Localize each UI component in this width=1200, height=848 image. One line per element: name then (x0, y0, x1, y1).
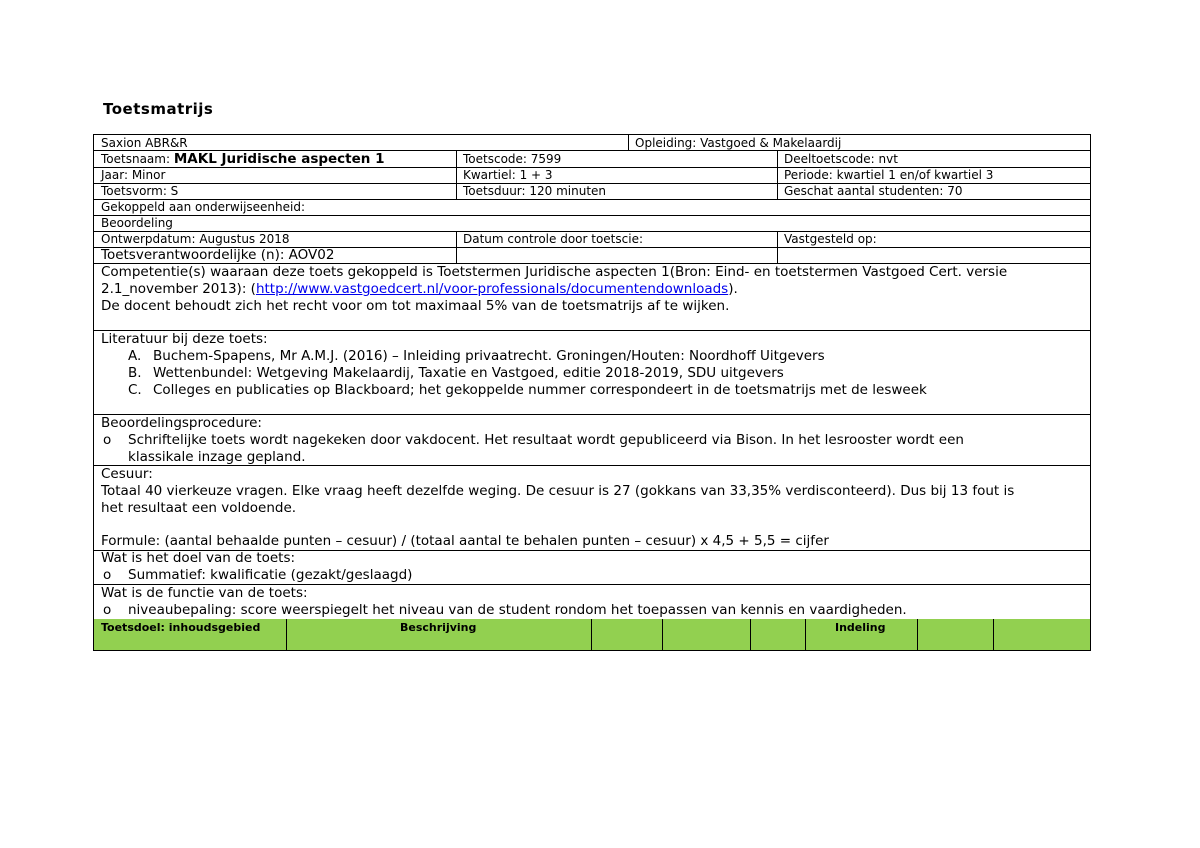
toetsmatrijs-table (93, 134, 1091, 651)
matrix-col-beschrijving: Beschrijving (400, 621, 477, 634)
literatuur-item-c: Colleges en publicaties op Blackboard; het gekoppelde nummer correspondeert in de toetsmatrijs met de lesweek (153, 382, 927, 398)
col-divider (777, 231, 778, 263)
col-divider (993, 619, 994, 650)
periode-cell: Periode: kwartiel 1 en/of kwartiel 3 (784, 168, 994, 182)
functie-heading: Wat is de functie van de toets: (101, 585, 308, 601)
gekoppeld-cell: Gekoppeld aan onderwijseenheid: (101, 200, 306, 214)
vastgoedcert-link[interactable]: http://www.vastgoedcert.nl/voor-professionals/documentendownloads (255, 281, 729, 297)
beoordeling-cell: Beoordeling (101, 216, 173, 230)
col-divider (777, 150, 778, 199)
toetsnaam-cell (101, 152, 385, 166)
toetsnaam-label: Toetsnaam: (101, 152, 171, 166)
matrix-col-indeling: Indeling (835, 621, 886, 634)
functie-text: niveaubepaling: score weerspiegelt het niveau van de student rondom het toepassen van kennis en vaardigheden. (128, 602, 907, 618)
org-cell: Saxion ABR&R (101, 136, 188, 150)
cesuur-line1: Totaal 40 vierkeuze vragen. Elke vraag heeft dezelfde weging. De cesuur is 27 (gokkans van 33,35% verdisconteerd). Dus bij 13 fout is (101, 483, 1015, 499)
bullet-icon: o (103, 567, 112, 583)
beoordelingsprocedure-line1: Schriftelijke toets wordt nagekeken door vakdocent. Het resultaat wordt gepubliceerd via Bison. In het lesrooster wordt een (128, 432, 964, 448)
beoordelingsprocedure-line2: klassikale inzage gepland. (128, 449, 306, 465)
col-divider (628, 135, 629, 150)
cesuur-heading: Cesuur: (101, 466, 153, 482)
vastgesteld-cell: Vastgesteld op: (784, 232, 877, 246)
row-divider (94, 215, 1090, 216)
deeltoetscode-cell: Deeltoetscode: nvt (784, 152, 898, 166)
col-divider (286, 619, 287, 650)
doel-heading: Wat is het doel van de toets: (101, 550, 296, 566)
bullet-icon: o (103, 602, 112, 618)
competenties-line2 (101, 281, 738, 298)
opleiding-cell: Opleiding: Vastgoed & Makelaardij (635, 136, 842, 150)
col-divider (662, 619, 663, 650)
literatuur-heading: Literatuur bij deze toets: (101, 331, 268, 347)
literatuur-marker-c: C. (128, 382, 142, 398)
page-title: Toetsmatrijs (103, 100, 214, 118)
beoordelingsprocedure-heading: Beoordelingsprocedure: (101, 415, 262, 431)
cesuur-line2: het resultaat een voldoende. (101, 500, 297, 516)
toetsvorm-cell: Toetsvorm: S (101, 184, 179, 198)
literatuur-marker-b: B. (128, 365, 142, 381)
toetsnaam-value: MAKL Juridische aspecten 1 (173, 151, 385, 167)
literatuur-item-a: Buchem-Spapens, Mr A.M.J. (2016) – Inleiding privaatrecht. Groningen/Houten: Noordhoff Uitgevers (153, 348, 825, 364)
geschat-cell: Geschat aantal studenten: 70 (784, 184, 963, 198)
datum-controle-cell: Datum controle door toetscie: (463, 232, 643, 246)
col-divider (456, 150, 457, 199)
doel-text: Summatief: kwalificatie (gezakt/geslaagd) (128, 567, 413, 583)
competenties-line3: De docent behoudt zich het recht voor om tot maximaal 5% van de toetsmatrijs af te wijken. (101, 298, 730, 314)
literatuur-item-b: Wettenbundel: Wetgeving Makelaardij, Taxatie en Vastgoed, editie 2018-2019, SDU uitgevers (153, 365, 784, 381)
jaar-cell: Jaar: Minor (101, 168, 166, 182)
col-divider (805, 619, 806, 650)
competenties-line1: Competentie(s) waaraan deze toets gekoppeld is Toetstermen Juridische aspecten 1(Bron: Eind- en toetstermen Vastgoed Cert. versie (101, 264, 1008, 280)
toetsduur-cell: Toetsduur: 120 minuten (463, 184, 607, 198)
ontwerpdatum-cell: Ontwerpdatum: Augustus 2018 (101, 232, 290, 246)
bullet-icon: o (103, 432, 112, 448)
col-divider (456, 231, 457, 263)
col-divider (917, 619, 918, 650)
competenties-line2-post: ). (728, 281, 738, 297)
matrix-col-toetsdoel: Toetsdoel: inhoudsgebied (101, 621, 261, 634)
col-divider (750, 619, 751, 650)
competenties-line2-pre: 2.1_november 2013): ( (101, 281, 256, 297)
col-divider (591, 619, 592, 650)
kwartiel-cell: Kwartiel: 1 + 3 (463, 168, 553, 182)
literatuur-marker-a: A. (128, 348, 142, 364)
toetscode-cell: Toetscode: 7599 (463, 152, 562, 166)
verantwoordelijke-cell: Toetsverantwoordelijke (n): AOV02 (101, 247, 335, 263)
cesuur-formule: Formule: (aantal behaalde punten – cesuur) / (totaal aantal te behalen punten – cesuur) x 4,5 + 5,5 = cijfer (101, 533, 829, 549)
